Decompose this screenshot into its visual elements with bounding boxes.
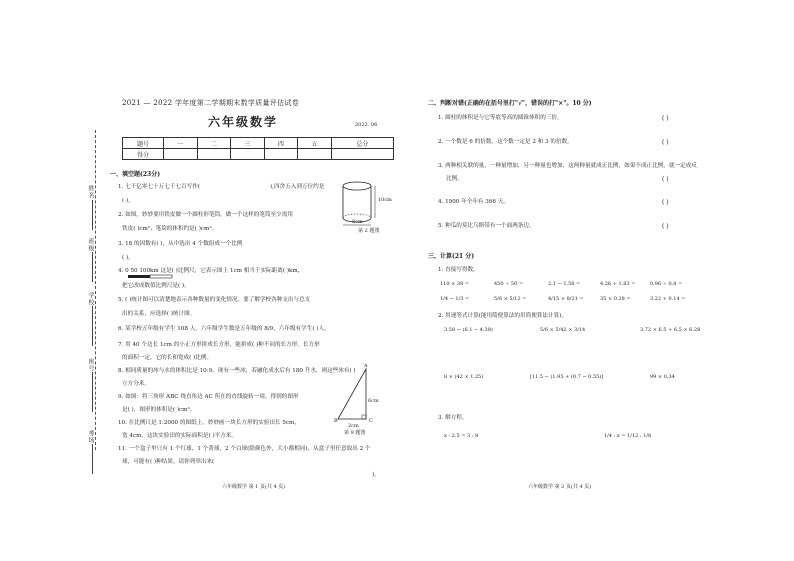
calc-part-2: 2. 用递等式计算(能用简便算法的用简便算法计算)。 <box>438 313 567 319</box>
score-head: 一 <box>164 138 198 149</box>
question-7: 7. 用 40 个边长 1cm 的小正方形拼成长方形，能拼成( )种不同的长方形。长方形 <box>118 342 320 348</box>
question-9-b: 是( )，图形的体积是( )cm³。 <box>122 407 196 413</box>
step-calc: 3.58 − (6.1 − 4.38) <box>444 327 493 333</box>
cylinder-height-label: 10cm <box>378 197 392 203</box>
oral-calc: 4/15 × 8/21 = <box>548 296 584 302</box>
oral-calc: 1/4 − 1/3 = <box>440 296 470 302</box>
question-5-b: 出的关系，应选择( )统计图。 <box>122 311 196 317</box>
judge-1: 1. 圆柱的体积是与它等底等高的圆锥体积的三倍。 <box>438 115 563 121</box>
judge-5: 5. 种瓜的莫比乌斯带有一个面两条边。 <box>438 223 535 229</box>
binding-blank-1[interactable] <box>92 200 93 230</box>
vertex-c-label: C <box>369 418 373 424</box>
oral-calc: 450 ÷ 50 = <box>494 281 524 287</box>
judge-5-answer[interactable]: ( ) <box>662 223 669 230</box>
page-2-footer: 六年级数学 第 2 页(共 4 页) <box>528 484 592 490</box>
section-1-heading: 一、填空题(23分) <box>110 171 161 178</box>
judge-4-answer[interactable]: ( ) <box>662 199 669 206</box>
question-7-b: 的面积一定，它的长和宽成( )比例。 <box>122 355 213 361</box>
score-cell[interactable] <box>331 149 393 160</box>
question-8-b: 立方分米。 <box>122 381 150 387</box>
question-8: 8. 相同质量的冰与水的体积比是 10:9。现有一些冰，若融化成水后有 180 升水，则这些冰有( ) <box>118 368 356 374</box>
step-calc: 8 × (42 × 1.25) <box>444 374 484 380</box>
score-cell[interactable] <box>298 149 332 160</box>
binding-label-seat: 座号 <box>87 358 94 372</box>
judge-3-answer[interactable]: ( ) <box>662 176 669 183</box>
binding-label-school: 学校 <box>87 292 94 306</box>
triangle-base-label: 2cm <box>348 423 359 429</box>
section-3-heading: 三、计算(21 分) <box>428 253 475 260</box>
oral-calc: 5/6 × 5/12 = <box>494 296 527 302</box>
question-11-c: )。 <box>372 472 380 478</box>
judge-4: 4. 1900 年全年有 366 天。 <box>438 199 509 205</box>
score-cell[interactable] <box>197 149 231 160</box>
question-1: 1. 七千亿零七十万七千七百写作( <box>118 184 201 190</box>
question-4: 4. 0 50 100km 这是( )比例尺，它表示图上 1cm 相当于实际距离( )km， <box>118 268 304 274</box>
binding-blank-4[interactable] <box>92 372 93 412</box>
binding-line <box>95 130 96 450</box>
oral-calc: 110 × 38 = <box>440 281 470 287</box>
score-head: 四 <box>264 138 298 149</box>
question-4-b: 把它改成数值比例尺是( )。 <box>122 283 190 289</box>
question-3-b: ( )。 <box>122 255 134 261</box>
question-9: 9. 如图：将三角形 ABC 绕直角边 AC 所在的直线旋转一周，得到的图形 <box>118 394 299 400</box>
score-cell[interactable] <box>264 149 298 160</box>
score-cell[interactable] <box>164 149 198 160</box>
calc-part-1: 1. 直接写得数。 <box>438 267 479 273</box>
calc-part-3: 3. 解方程。 <box>438 415 468 421</box>
score-head: 二 <box>197 138 231 149</box>
question-2: 2. 如图，妙妙要用铁皮做一个圆柱形笔筒。做一个这样的笔筒至少需用 <box>118 212 293 218</box>
question-6: 6. 某学校五年级有学生 108 人，六年级学生数是五年级的 8/9，六年级有学生( )人。 <box>118 326 330 332</box>
score-head: 五 <box>298 138 332 149</box>
triangle-height-label: 6cm <box>368 398 379 404</box>
question-10-b: 宽 4cm，这块实验田的实际面积是( )平方米。 <box>122 433 238 439</box>
cylinder-diameter-label: 8cm <box>352 219 363 225</box>
judge-2: 2. 一个数是 6 的倍数，这个数一定是 2 和 3 的倍数。 <box>438 139 573 145</box>
step-calc: 3.72 × 6.5 + 6.5 × 6.28 <box>640 327 701 333</box>
binding-blank-2[interactable] <box>92 252 93 282</box>
question-2-b: 铁皮( )cm²；笔筒的体积约是( )cm³。 <box>122 226 218 232</box>
score-head: 题号 <box>123 138 164 149</box>
equation-2: 1/4 : x = 1/12 : 1/8 <box>604 433 652 439</box>
exam-subtitle: 六年级数学 <box>208 115 279 129</box>
section-2-heading: 二、判断对错(正确的在括号里打"√"，错误的打"×"。10 分) <box>428 100 592 107</box>
score-head: 总分 <box>331 138 393 149</box>
binding-blank-3[interactable] <box>92 306 93 346</box>
step-calc: 5/6 × 5/42 × 3/14 <box>540 327 586 333</box>
vertex-a-label: A <box>364 363 368 369</box>
question-1-c: ( )。 <box>122 198 134 204</box>
question-11: 11. 一个盒子里只有 1 个红球，1 个黄球，2 个白球(除颜色外，大小都相同)，从盒子里任意取出 2 个 <box>118 446 371 452</box>
oral-calc: 2.1 − 1.58 = <box>548 281 581 287</box>
judge-3: 3. 两种相关联的量，一种量增加，另一种量也增加，这两种量就成正比例，如果不成正比例，就一定成反 <box>438 163 697 169</box>
score-cell[interactable] <box>231 149 265 160</box>
score-table <box>122 137 394 160</box>
oral-calc: 4.26 + 1.83 = <box>600 281 636 287</box>
figure-2-caption: 第 2 题图 <box>358 228 380 234</box>
exam-title: 2021 — 2022 学年度第二学期期末数学质量评估试卷 <box>122 99 300 107</box>
question-1-b: ),四舍五入到万位约是 <box>270 184 325 190</box>
binding-label-name: 姓名 <box>87 185 94 199</box>
binding-label-class: 班级 <box>87 238 94 252</box>
score-head: 三 <box>231 138 265 149</box>
oral-calc: 35 × 0.28 = <box>600 296 631 302</box>
step-calc: 99 × 0.34 <box>650 374 675 380</box>
question-10: 10. 在比例尺是 1:2000 的图纸上，妙妙画一块长方形的实验田长 5cm， <box>118 420 300 426</box>
judge-3-b: 比例。 <box>446 176 463 182</box>
exam-date: 2022. 06 <box>355 122 378 128</box>
step-calc: [11.5 − (1.95 + (0.7 − 0.55)] <box>530 374 604 380</box>
question-11-b: 球，可能有( )种结果。请你列举出来( <box>122 459 215 465</box>
binding-label-room: 考场 <box>87 430 94 444</box>
vertex-b-label: B <box>334 418 338 424</box>
judge-2-answer[interactable]: ( ) <box>662 139 669 146</box>
oral-calc: 0.96 ÷ 0.8 = <box>650 281 683 287</box>
score-label: 得分 <box>123 149 164 160</box>
figure-9-caption: 第 9 题图 <box>344 430 366 436</box>
oral-calc: 3.22 + 0.14 = <box>650 296 686 302</box>
page-1-footer: 六年级数学 第 1 页(共 4 页) <box>222 484 286 490</box>
question-5: 5. ( )统计图可以清楚地表示各种数量的变化情况。要了解学校各种支出与总支 <box>118 297 311 303</box>
binding-blank-5[interactable] <box>92 444 93 474</box>
judge-1-answer[interactable]: ( ) <box>662 115 669 122</box>
question-3: 3. 18 的因数有( )，从中选出 4 个数组成一个比例 <box>118 241 243 247</box>
equation-1: x : 2.5 = 3 : 8 <box>444 433 479 439</box>
